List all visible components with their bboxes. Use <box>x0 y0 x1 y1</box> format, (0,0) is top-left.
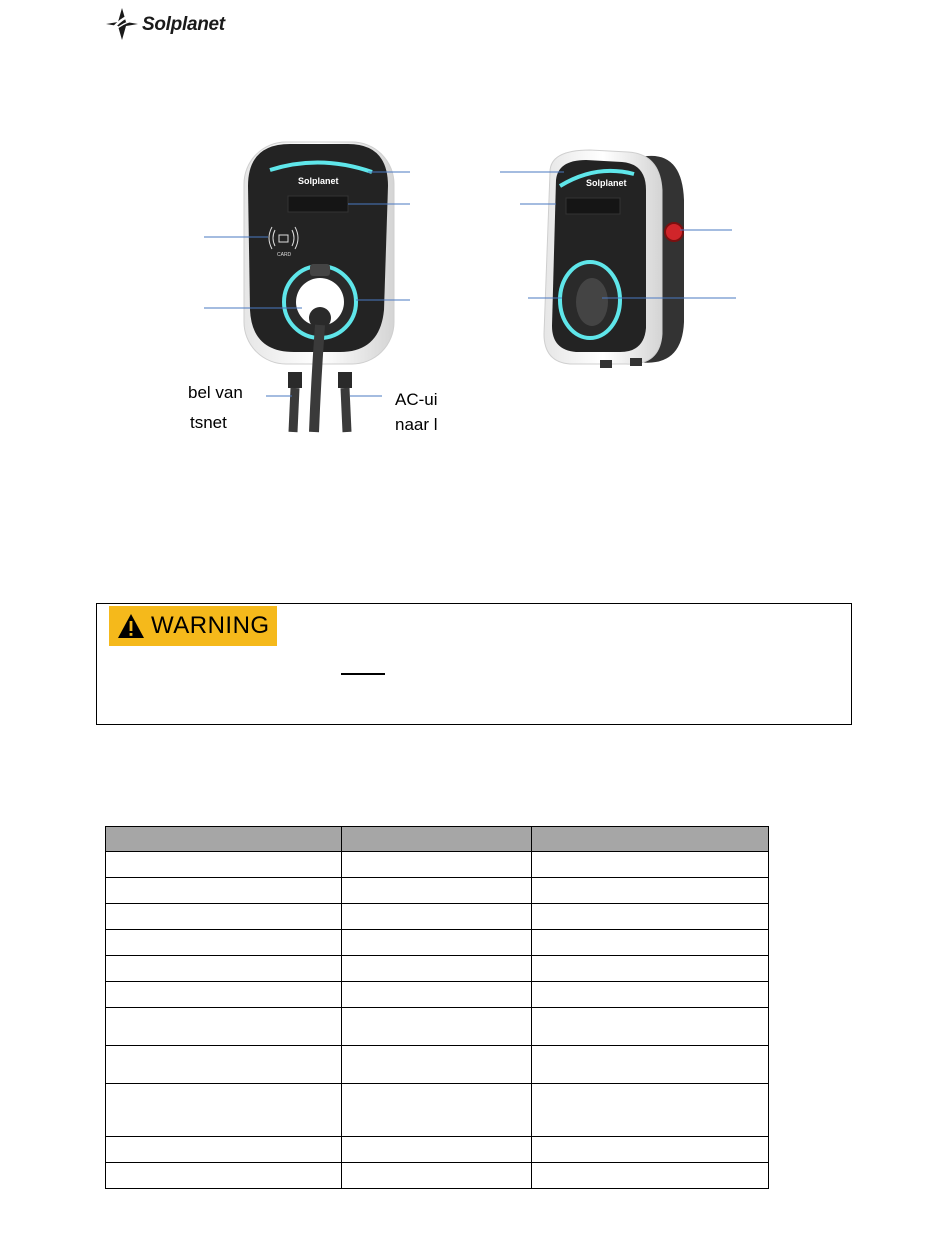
table-cell <box>532 1008 769 1046</box>
table-cell <box>342 982 532 1008</box>
table-row <box>106 930 769 956</box>
table-cell <box>106 904 342 930</box>
table-cell <box>342 956 532 982</box>
table-cell <box>106 852 342 878</box>
table-cell <box>532 930 769 956</box>
warning-underline <box>341 673 385 675</box>
table-cell <box>342 1046 532 1084</box>
table-cell <box>532 956 769 982</box>
product-figure <box>190 120 760 450</box>
table-header-row <box>106 827 769 852</box>
brand-logo <box>104 6 244 44</box>
callout-left-line2: tsnet <box>190 413 227 432</box>
table-cell <box>106 1008 342 1046</box>
table-cell <box>342 1008 532 1046</box>
table-row <box>106 852 769 878</box>
table-cell <box>342 878 532 904</box>
warning-label: WARNING <box>151 612 270 639</box>
svg-text:Solplanet: Solplanet <box>586 178 627 188</box>
table-cell <box>532 1163 769 1189</box>
table-cell <box>342 1163 532 1189</box>
table-cell <box>106 878 342 904</box>
table-cell <box>342 904 532 930</box>
table-row <box>106 1046 769 1084</box>
table-cell <box>106 930 342 956</box>
table-cell <box>106 956 342 982</box>
table-header-cell <box>106 827 342 852</box>
callout-left-line1: bel van <box>188 383 243 402</box>
table-row <box>106 1137 769 1163</box>
table-cell <box>106 1046 342 1084</box>
table-row <box>106 956 769 982</box>
table-cell <box>532 1137 769 1163</box>
table-cell <box>342 1084 532 1137</box>
table-row <box>106 878 769 904</box>
charger-logo-text: Solplanet <box>298 176 339 186</box>
warning-box <box>96 603 852 725</box>
spec-table <box>105 826 769 1189</box>
table-cell <box>342 930 532 956</box>
warning-badge <box>109 606 277 646</box>
table-cell <box>106 1137 342 1163</box>
table-cell <box>106 1084 342 1137</box>
table-row <box>106 1008 769 1046</box>
table-header-cell <box>532 827 769 852</box>
solplanet-logo-icon <box>104 6 140 42</box>
table-cell <box>106 982 342 1008</box>
table-cell <box>106 1163 342 1189</box>
table-row <box>106 1163 769 1189</box>
callout-right-line2: naar l <box>395 415 438 434</box>
charger-illustration <box>190 120 760 450</box>
table-row <box>106 904 769 930</box>
card-label: CARD <box>277 252 292 258</box>
table-cell <box>532 904 769 930</box>
table-cell <box>532 1084 769 1137</box>
callout-right-line1: AC-ui <box>395 390 438 409</box>
table-cell <box>532 878 769 904</box>
table-cell <box>532 1046 769 1084</box>
table-cell <box>532 852 769 878</box>
table-row <box>106 982 769 1008</box>
table-header-cell <box>342 827 532 852</box>
table-cell <box>532 982 769 1008</box>
table-cell <box>342 852 532 878</box>
warning-triangle-icon <box>117 613 145 639</box>
table-row <box>106 1084 769 1137</box>
table-cell <box>342 1137 532 1163</box>
logo-text: Solplanet <box>142 14 225 35</box>
